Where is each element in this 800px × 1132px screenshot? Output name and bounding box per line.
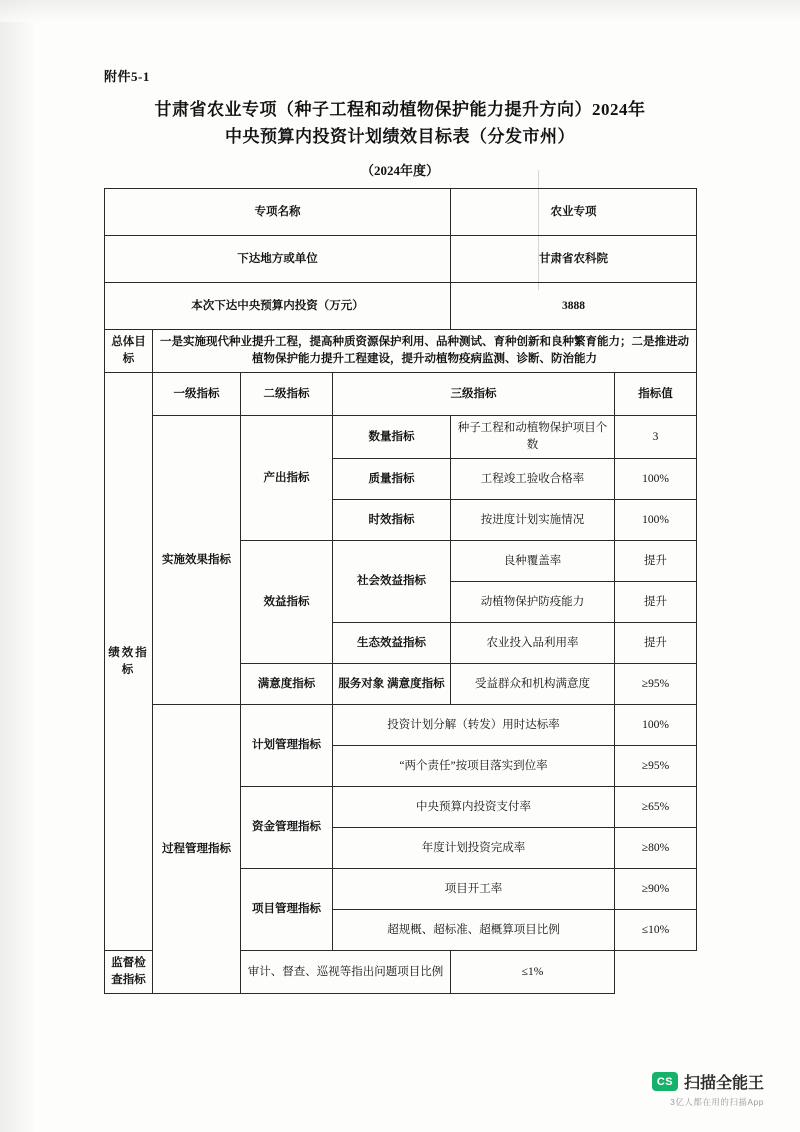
table-row-investment [105, 283, 697, 330]
label-overall-goal: 总体目标 [105, 330, 153, 373]
cell-indicator-value: 100% [615, 705, 697, 746]
cell-indicator-value: 提升 [615, 623, 697, 664]
scan-edge-top [0, 0, 800, 22]
cell-indicator-value: 提升 [615, 582, 697, 623]
cell-indicator-name: 良种覆盖率 [451, 541, 615, 582]
cell-indicator-name: 种子工程和动植物保护项目个数 [451, 416, 615, 459]
scan-edge-left [0, 0, 36, 1132]
column-header-level2: 二级指标 [241, 373, 333, 416]
cell-indicator-name: 项目开工率 [333, 869, 615, 910]
cell-indicator-value: ≥95% [615, 664, 697, 705]
value-overall-goal: 一是实施现代种业提升工程，提高种质资源保护利用、品种测试、育种创新和良种繁育能力；二是推进动植物保护能力提升工程建设，提升动植物疫病监测、诊断、防治能力 [153, 330, 697, 373]
cell-indicator-name: 工程竣工验收合格率 [451, 459, 615, 500]
table-row [105, 705, 697, 746]
column-header-level1: 一级指标 [153, 373, 241, 416]
label-investment: 本次下达中央预算内投资（万元） [105, 283, 451, 330]
watermark-row [652, 1070, 764, 1093]
cell-level3-timeliness: 时效指标 [333, 500, 451, 541]
cell-level3-eco-benefit: 生态效益指标 [333, 623, 451, 664]
scanner-watermark [652, 1070, 764, 1108]
cell-level2-supervision: 监督检查指标 [105, 951, 153, 994]
table-row [105, 416, 697, 459]
table-row-recipient [105, 236, 697, 283]
title-line-1: 甘肃省农业专项（种子工程和动植物保护能力提升方向）2024年 [154, 100, 646, 119]
cell-indicator-value: ≥90% [615, 869, 697, 910]
cell-level2-output: 产出指标 [241, 416, 333, 541]
cell-indicator-name: 受益群众和机构满意度 [451, 664, 615, 705]
column-header-level3: 三级指标 [333, 373, 615, 416]
cell-level3-quantity: 数量指标 [333, 416, 451, 459]
title-line-2: 中央预算内投资计划绩效目标表（分发市州） [225, 127, 575, 146]
cell-level2-benefit: 效益指标 [241, 541, 333, 664]
label-recipient: 下达地方或单位 [105, 236, 451, 283]
cell-indicator-name: 中央预算内投资支付率 [333, 787, 615, 828]
cell-indicator-name: 超规概、超标准、超概算项目比例 [333, 910, 615, 951]
watermark-name: 扫描全能王 [683, 1075, 764, 1092]
camscanner-icon: CS [652, 1072, 678, 1091]
cell-indicator-name: 投资计划分解（转发）用时达标率 [333, 705, 615, 746]
cell-indicator-name: 年度计划投资完成率 [333, 828, 615, 869]
table-row-overall-goal [105, 330, 697, 373]
attachment-number: 附件5-1 [104, 69, 150, 84]
cell-level3-social-benefit: 社会效益指标 [333, 541, 451, 623]
performance-target-table [104, 188, 697, 994]
table-row-special-name [105, 189, 697, 236]
cell-indicator-value: ≥65% [615, 787, 697, 828]
label-performance-indicators: 绩效指标 [105, 373, 153, 951]
cell-level3-quality: 质量指标 [333, 459, 451, 500]
watermark-tagline: 3亿人都在用的扫描App [670, 1097, 764, 1107]
cell-level1-effect: 实施效果指标 [153, 416, 241, 705]
cell-indicator-name: 农业投入品利用率 [451, 623, 615, 664]
cell-indicator-value: 100% [615, 500, 697, 541]
cell-indicator-name: 动植物保护防疫能力 [451, 582, 615, 623]
cell-indicator-value: ≤10% [615, 910, 697, 951]
label-special-name: 专项名称 [105, 189, 451, 236]
page-subtitle: （2024年度） [360, 163, 439, 178]
value-recipient: 甘肃省农科院 [451, 236, 697, 283]
cell-indicator-value: 提升 [615, 541, 697, 582]
cell-indicator-name: 按进度计划实施情况 [451, 500, 615, 541]
cell-level2-project-mgmt: 项目管理指标 [241, 869, 333, 951]
column-header-value: 指标值 [615, 373, 697, 416]
cell-level2-fund-mgmt: 资金管理指标 [241, 787, 333, 869]
value-special-name: 农业专项 [451, 189, 697, 236]
cell-indicator-value: 3 [615, 416, 697, 459]
cell-indicator-value: 100% [615, 459, 697, 500]
cell-level2-plan-mgmt: 计划管理指标 [241, 705, 333, 787]
cell-indicator-name: 审计、督查、巡视等指出问题项目比例 [241, 951, 451, 994]
cell-level3-service-satisfaction: 服务对象 满意度指标 [333, 664, 451, 705]
cell-indicator-value: ≥95% [615, 746, 697, 787]
page-title [100, 96, 700, 150]
cell-level1-process: 过程管理指标 [153, 705, 241, 994]
value-investment: 3888 [451, 283, 697, 330]
cell-level2-satisfaction: 满意度指标 [241, 664, 333, 705]
cell-indicator-value: ≤1% [451, 951, 615, 994]
table-row-column-headers [105, 373, 697, 416]
cell-indicator-name: “两个责任”按项目落实到位率 [333, 746, 615, 787]
cell-indicator-value: ≥80% [615, 828, 697, 869]
